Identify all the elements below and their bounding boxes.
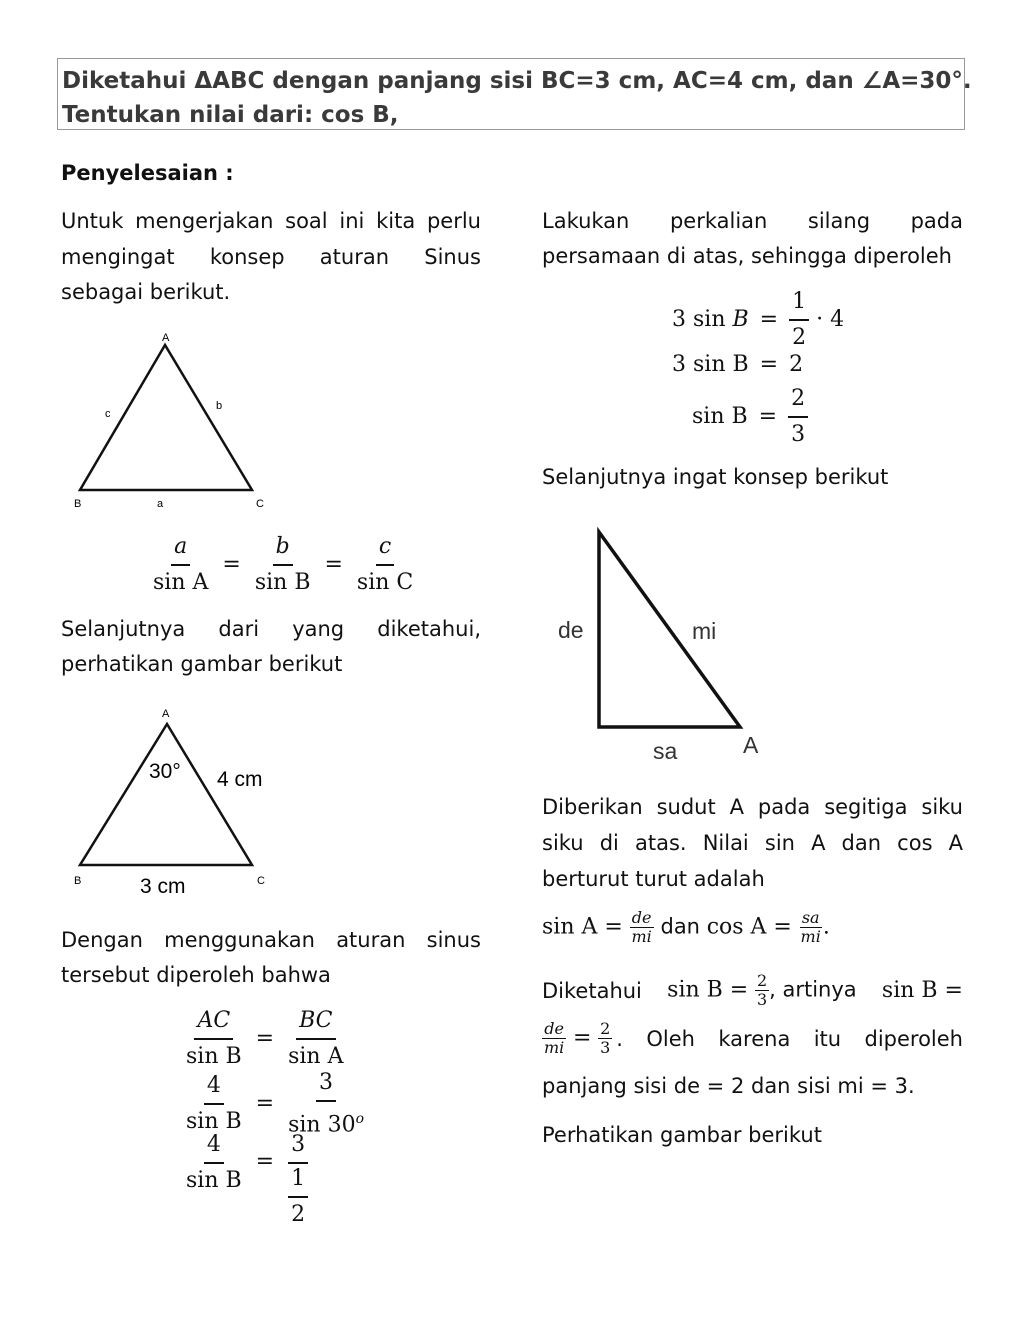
problem-line-2: Tentukan nilai dari: cos B, <box>62 102 399 128</box>
right-triangle-diagram <box>552 522 792 772</box>
vertex-a-label: A <box>743 732 759 758</box>
side-de-label: de <box>558 617 584 643</box>
known-line-2: $\frac{de}{mi}$ = $\frac{2}{3}$ . Oleh karena itu diperoleh <box>544 1019 963 1057</box>
side-ac-label: 4 cm <box>217 768 263 791</box>
using-rule-line-2: tersebut diperoleh bahwa <box>61 963 331 987</box>
cross-eq-row-1: 3 sin B = $\frac{1}{2}$ · 4 <box>672 289 845 350</box>
equation-row-2: $\frac{4}{\text{sin B}}$ = $\frac{3}{\sin 30^o}$ <box>186 1070 365 1138</box>
triangle-given-diagram <box>60 700 300 900</box>
vertex-b-label: B <box>74 875 82 887</box>
solution-heading: Penyelesaian : <box>61 161 234 185</box>
vertex-c-label: C <box>257 875 265 887</box>
side-sa-label: sa <box>653 738 678 764</box>
side-c-label: c <box>105 408 111 420</box>
problem-box <box>57 58 972 130</box>
equation-row-3: $\frac{4}{\text{sin B}}$ = $\frac{3}{\frac{1}{2}}$ <box>183 1130 311 1230</box>
intro-paragraph: Untuk mengerjakan soal ini kita perlu mengingat konsep aturan Sinus sebagai berikut. <box>61 209 481 304</box>
sine-rule-formula: $\frac{a}{\text{sin A}}$ = $\frac{b}{\text{sin B}}$ = $\frac{c}{\text{sin C}}$ <box>153 534 414 595</box>
given-angle-line-1: Diberikan sudut A pada segitiga siku <box>542 795 963 819</box>
next-given-line-1: Selanjutnya dari yang diketahui, <box>61 617 481 641</box>
see-figure-text: Perhatikan gambar berikut <box>542 1123 822 1147</box>
angle-a-label: 30° <box>149 760 181 783</box>
given-angle-line-2: siku di atas. Nilai sin A dan cos A <box>542 831 963 855</box>
side-bc-label: 3 cm <box>140 875 186 898</box>
side-mi-label: mi <box>692 618 717 644</box>
equation-row-1: $\frac{AC}{\text{sin B}}$ = $\frac{BC}{\text{sin A}}$ <box>186 1008 344 1069</box>
cross-eq-row-2: 3 sin B = 2 <box>672 352 804 377</box>
next-concept-text: Selanjutnya ingat konsep berikut <box>542 465 889 489</box>
side-a-label: a <box>157 498 164 510</box>
cross-eq-row-3: sin B = $\frac{2}{3}$ <box>692 384 808 450</box>
using-rule-line-1: Dengan menggunakan aturan sinus <box>61 928 481 952</box>
given-angle-line-3: berturut turut adalah <box>542 867 765 891</box>
cross-multiply-line-1: Lakukan perkalian silang pada <box>542 209 963 233</box>
next-given-line-2: perhatikan gambar berikut <box>61 652 343 676</box>
known-line-1: Diketahui sin B = $\frac{2}{3}$ , artinya sin B = <box>542 971 963 1009</box>
sin-cos-definitions: sin A = $\frac{de}{mi}$ dan cos A = $\frac{sa}{mi}$ . <box>542 908 830 946</box>
triangle-abc-diagram <box>60 325 280 515</box>
vertex-a-label: A <box>162 332 170 344</box>
vertex-c-label: C <box>256 498 264 510</box>
cross-multiply-line-2: persamaan di atas, sehingga diperoleh <box>542 244 952 268</box>
vertex-a-label: A <box>162 708 170 720</box>
known-line-3: panjang sisi de = 2 dan sisi mi = 3. <box>542 1074 915 1098</box>
vertex-b-label: B <box>74 498 82 510</box>
problem-line-1: Diketahui ΔABC dengan panjang sisi BC=3 cm, AC=4 cm, dan ∠A=30°. <box>62 68 972 94</box>
side-b-label: b <box>216 400 223 412</box>
